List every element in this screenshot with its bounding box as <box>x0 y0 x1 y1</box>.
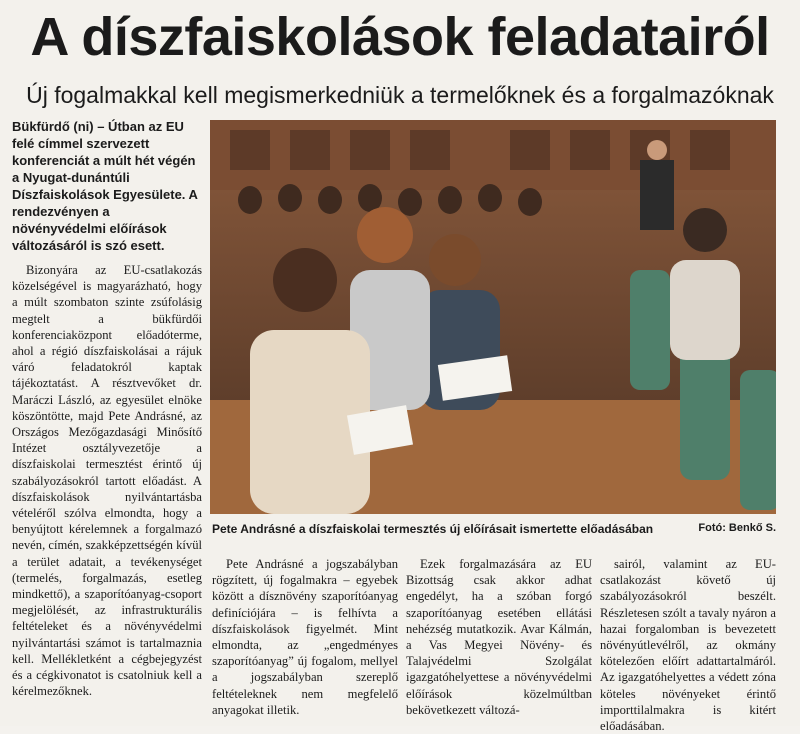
article-column-1 <box>12 262 202 699</box>
photo-caption: Pete Andrásné a díszfaiskolai termesztés új előírásait ismertette előadásában <box>212 522 654 536</box>
article-subheadline: Új fogalmakkal kell megismerkedniük a termelőknek és a forgalmazóknak <box>26 82 774 108</box>
lead-text: (ni) – Útban az EU felé címmel szervezett konferenciát a múlt hét végén a Nyugat-dunántúli Díszfaiskolások Egyesülete. A rendezvényen a növényvédelmi előírások változásáról is szó esett. <box>12 119 198 253</box>
article-lead <box>12 118 202 254</box>
column-2-text: Pete Andrásné a jogszabályban rögzített, új fogalmakra – egyebek között a dísznövény szaporítóanyag definíciójára – is felhívta a díszfaiskolások figyelmét. Mint elmondta, az „engedményes szaporítóanyag” új fogalom, mellyel a jogszabályban szereplő feltételeknek nem megfelelő anyagokat illetik. <box>212 557 398 717</box>
lead-place: Bükfürdő <box>12 119 70 134</box>
column-4-text: sairól, valamint az EU-csatlakozást követő új szabályozásokról beszélt. Részletesen szólt a tavaly nyáron a hazai forgalomban is bevezetett növényútlevélről, az okmány kötelezően előírt adattartalmáról. Az igazgatóhelyettes a védett zóna köteles növényeket érintő importtilalmakra is kitért előadásában. <box>600 557 776 734</box>
conference-photo <box>210 120 776 514</box>
audience-photo-illustration <box>210 120 776 514</box>
photo-credit: Fotó: Benkő S. <box>698 522 776 534</box>
article-column-3 <box>406 556 592 718</box>
photo-caption-bar <box>212 522 776 536</box>
column-3-text: Ezek forgalmazására az EU Bizottság csak akkor adhat engedélyt, ha a szóban forgó szaporítóanyag esetében ellátási nehézség mutatkozik. Avar Kálmán, a Vas Megyei Növény- és Talajvédelmi Szolgálat igazgatóhelyettese a növényvédelmi előírások közelmúltban bekövetkezett változá- <box>406 557 592 717</box>
column-1-text: Bizonyára az EU-csatlakozás közelségével is magyarázható, hogy a múlt szombaton szinte zsúfolásig megtelt a bükfürdői konferenciaközpont előadóterme, ahol a régió díszfaiskolásai a rájuk váró feladatokról kaptak tájékoztatást. A résztvevőket dr. Maráczi László, az egyesület elnöke köszöntötte, majd Pete Andrásné, az Országos Mezőgazdasági Minősítő Intézet osztályvezetője a díszfaiskolai termesztést érintő új szabályozásokról tartott előadást. A díszfaiskolások nyilvántartásba vételéről szólva elmondta, hogy a benyújtott kérelemnek a forgalmazó nevén, címén, szakképzettségén kívül a terület adatait, a tevékenységet (termelés, forgalmazás, esetleg mindkettő), a szaporítóanyag-csoport megjelölését, az infrastrukturális feltételeket és a növényvédelmi nyilvántartási számot is tartalmaznia kell. Mellékletként a cégbejegyzést és a cégkivonatot is csatolniuk kell a kérelmezőknek. <box>12 263 202 699</box>
article-column-2 <box>212 556 398 718</box>
article-column-4 <box>600 556 776 734</box>
article-headline: A díszfaiskolások feladatairól <box>30 7 770 67</box>
